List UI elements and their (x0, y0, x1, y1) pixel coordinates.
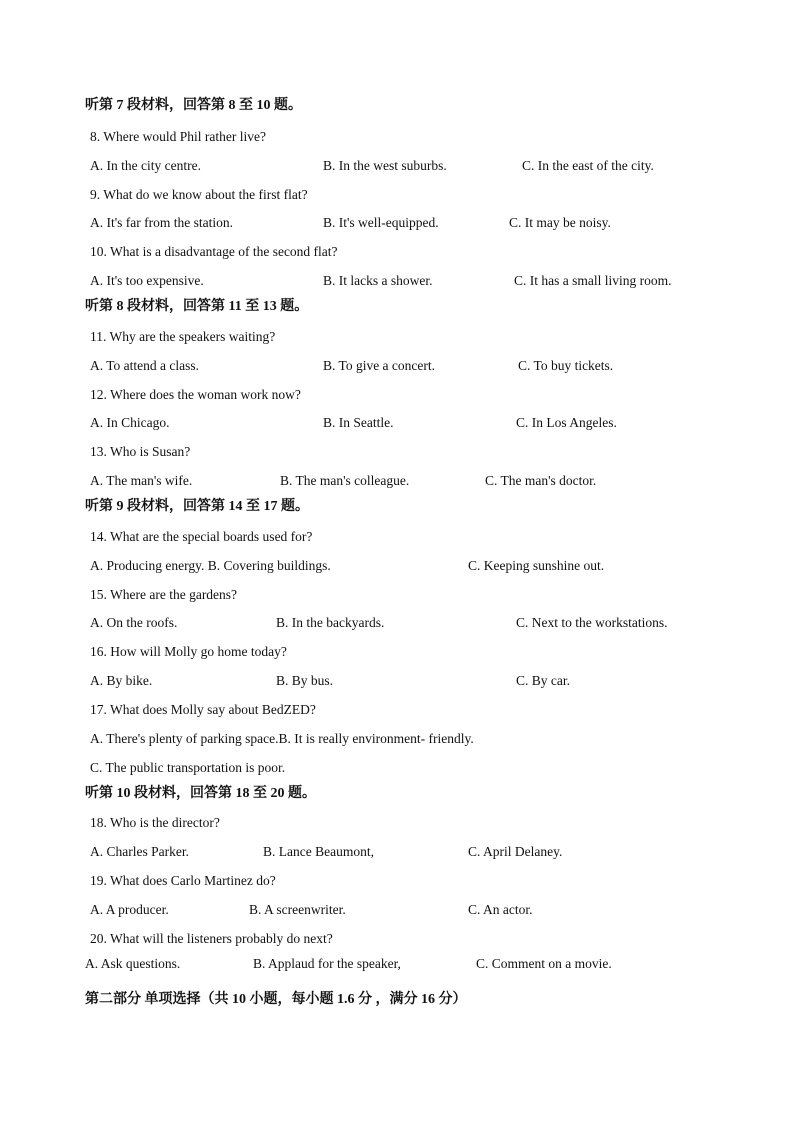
q17-option-c: C. The public transportation is poor. (90, 760, 286, 775)
section-heading-8: 听第 8 段材料，回答第 11 至 13 题。 (85, 299, 309, 314)
question-16: 16. How will Molly go home today? (90, 644, 287, 659)
q19-option-a: A. A producer. (90, 902, 169, 917)
question-10: 10. What is a disadvantage of the second flat? (90, 244, 338, 259)
q10-option-a: A. It's too expensive. (90, 273, 204, 288)
q8-option-c: C. In the east of the city. (522, 158, 654, 173)
q18-option-c: C. April Delaney. (468, 844, 563, 859)
q16-option-a: A. By bike. (90, 673, 153, 688)
q9-option-b: B. It's well-equipped. (323, 215, 439, 230)
q8-option-b: B. In the west suburbs. (323, 158, 447, 173)
q17-option-ab: A. There's plenty of parking space.B. It is really environment- friendly. (90, 731, 474, 746)
q20-option-b: B. Applaud for the speaker, (253, 956, 401, 971)
q12-option-b: B. In Seattle. (323, 415, 394, 430)
q16-option-b: B. By bus. (276, 673, 334, 688)
q12-option-c: C. In Los Angeles. (516, 415, 617, 430)
q10-option-b: B. It lacks a shower. (323, 273, 433, 288)
q9-option-c: C. It may be noisy. (509, 215, 611, 230)
q11-option-c: C. To buy tickets. (518, 358, 614, 373)
q13-option-c: C. The man's doctor. (485, 473, 597, 488)
question-18: 18. Who is the director? (90, 815, 220, 830)
q14-option-c: C. Keeping sunshine out. (468, 558, 605, 573)
q19-option-b: B. A screenwriter. (249, 902, 346, 917)
question-20: 20. What will the listeners probably do next? (90, 931, 333, 946)
q15-option-b: B. In the backyards. (276, 615, 385, 630)
q15-option-c: C. Next to the workstations. (516, 615, 668, 630)
q18-option-b: B. Lance Beaumont, (263, 844, 374, 859)
q12-option-a: A. In Chicago. (90, 415, 170, 430)
q20-option-c: C. Comment on a movie. (476, 956, 612, 971)
q15-option-a: A. On the roofs. (90, 615, 178, 630)
question-9: 9. What do we know about the first flat? (90, 187, 308, 202)
q11-option-a: A. To attend a class. (90, 358, 200, 373)
question-15: 15. Where are the gardens? (90, 587, 238, 602)
question-8: 8. Where would Phil rather live? (90, 129, 266, 144)
q11-option-b: B. To give a concert. (323, 358, 436, 373)
question-11: 11. Why are the speakers waiting? (90, 329, 276, 344)
section-heading-7: 听第 7 段材料，回答第 8 至 10 题。 (85, 98, 302, 113)
part-two-heading: 第二部分 单项选择（共 10 小题，每小题 1.6 分 ，满分 16 分） (85, 992, 467, 1007)
q13-option-b: B. The man's colleague. (280, 473, 410, 488)
q16-option-c: C. By car. (516, 673, 570, 688)
section-heading-10: 听第 10 段材料，回答第 18 至 20 题。 (85, 786, 316, 801)
question-13: 13. Who is Susan? (90, 444, 191, 459)
question-17: 17. What does Molly say about BedZED? (90, 702, 316, 717)
q20-option-a: A. Ask questions. (85, 956, 181, 971)
q8-option-a: A. In the city centre. (90, 158, 201, 173)
question-12: 12. Where does the woman work now? (90, 387, 301, 402)
q13-option-a: A. The man's wife. (90, 473, 193, 488)
q18-option-a: A. Charles Parker. (90, 844, 189, 859)
q19-option-c: C. An actor. (468, 902, 533, 917)
section-heading-9: 听第 9 段材料，回答第 14 至 17 题。 (85, 499, 309, 514)
q10-option-c: C. It has a small living room. (514, 273, 672, 288)
q9-option-a: A. It's far from the station. (90, 215, 234, 230)
question-14: 14. What are the special boards used for? (90, 529, 313, 544)
question-19: 19. What does Carlo Martinez do? (90, 873, 276, 888)
q14-option-ab: A. Producing energy. B. Covering buildings. (90, 558, 331, 573)
